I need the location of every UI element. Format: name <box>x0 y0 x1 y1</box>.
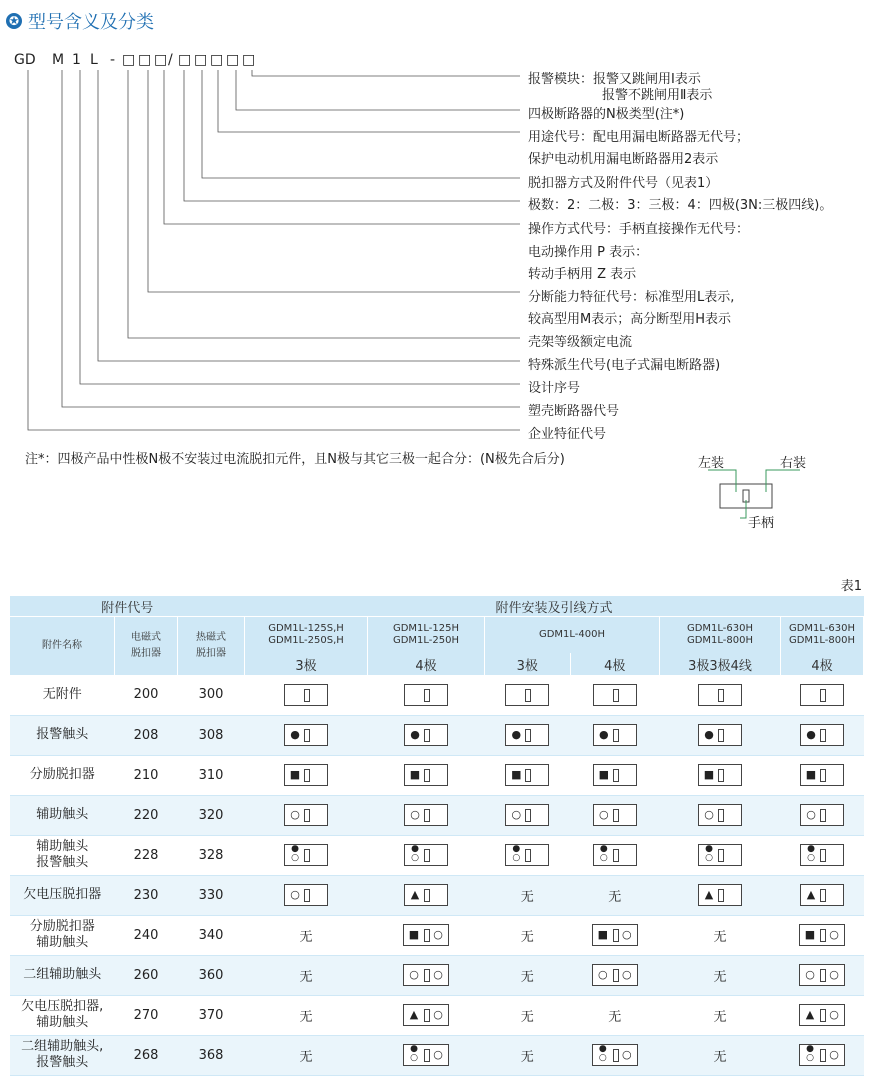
none-text: 无 <box>520 1009 534 1025</box>
install-cell <box>781 715 864 755</box>
install-cell <box>245 755 368 795</box>
code-tm: 370 <box>178 995 245 1035</box>
install-cell <box>781 875 864 915</box>
install-cell <box>660 1035 781 1075</box>
header-install: 附件安装及引线方式 <box>245 596 864 617</box>
code-description: 报警不跳闸用Ⅱ表示 <box>602 88 713 103</box>
install-cell <box>485 755 571 795</box>
code-char: □ <box>122 52 136 68</box>
accessory-symbol-icon: ● ○ <box>800 844 844 866</box>
pole-6: 4极 <box>781 653 864 675</box>
code-description: 报警模块：报警又跳闸用Ⅰ表示 <box>528 72 701 87</box>
install-cell <box>368 955 485 995</box>
code-em: 240 <box>115 915 178 955</box>
install-cell <box>245 675 368 715</box>
accessory-name: 欠电压脱扣器 <box>10 875 115 915</box>
install-cell <box>660 915 781 955</box>
code-em: 260 <box>115 955 178 995</box>
code-tm: 340 <box>178 915 245 955</box>
install-cell <box>660 875 781 915</box>
pole-4: 4极 <box>570 653 659 675</box>
none-text: 无 <box>299 1049 313 1065</box>
pole-2: 4极 <box>368 653 485 675</box>
accessory-symbol-icon: ● <box>505 724 549 746</box>
install-cell <box>368 755 485 795</box>
none-text: 无 <box>520 969 534 985</box>
install-cell <box>368 835 485 875</box>
col-em: 电磁式 脱扣器 <box>115 617 178 676</box>
accessory-name: 辅助触头 <box>10 795 115 835</box>
accessory-symbol-icon: ■ <box>505 764 549 786</box>
model-1: GDM1L-125S,H GDM1L-250S,H <box>245 617 368 654</box>
install-cell <box>570 835 659 875</box>
leader-line <box>218 70 520 132</box>
accessory-symbol-icon: ○ ○ <box>799 964 845 986</box>
code-em: 228 <box>115 835 178 875</box>
install-cell <box>485 835 571 875</box>
leader-line <box>252 70 520 76</box>
code-char: □ <box>210 52 224 68</box>
accessory-symbol-icon: ○ <box>284 884 328 906</box>
accessory-symbol-icon: ○ ○ <box>592 964 638 986</box>
install-cell <box>485 955 571 995</box>
none-text: 无 <box>713 1049 727 1065</box>
install-cell <box>368 795 485 835</box>
code-description: 操作方式代号：手柄直接操作无代号： <box>528 222 750 237</box>
none-text: 无 <box>713 929 727 945</box>
leader-line <box>98 70 520 361</box>
model-4: GDM1L-630H GDM1L-800H <box>660 617 781 654</box>
accessory-symbol-icon: ○ ○ <box>403 964 449 986</box>
accessory-symbol-icon: ■ ○ <box>592 924 638 946</box>
star-icon: ✪ <box>6 13 22 29</box>
install-cell <box>781 835 864 875</box>
accessory-symbol-icon: ● <box>404 724 448 746</box>
accessory-symbol-icon: ■ <box>404 764 448 786</box>
mount-box-icon <box>690 452 820 532</box>
table-row <box>10 795 864 835</box>
accessory-symbol-icon: ▲ <box>800 884 844 906</box>
install-cell <box>245 875 368 915</box>
accessory-symbol-icon: ● ○ ○ <box>592 1044 638 1066</box>
install-cell <box>245 955 368 995</box>
code-description: 保护电动机用漏电断路器用2表示 <box>528 152 719 167</box>
install-cell <box>660 955 781 995</box>
accessory-symbol-icon: ● ○ <box>284 844 328 866</box>
code-tm: 308 <box>178 715 245 755</box>
code-char: □ <box>154 52 168 68</box>
footnote: 注*：四极产品中性极N极不安装过电流脱扣元件，且N极与其它三极一起合分：(N极先合后分) <box>25 452 565 467</box>
code-em: 268 <box>115 1035 178 1075</box>
code-tm: 360 <box>178 955 245 995</box>
accessory-symbol-icon: ○ <box>505 804 549 826</box>
none-text: 无 <box>520 929 534 945</box>
accessory-symbol-icon: ■ ○ <box>799 924 845 946</box>
accessory-symbol-icon <box>505 684 549 706</box>
accessory-symbol-icon <box>800 684 844 706</box>
install-cell <box>245 835 368 875</box>
install-cell <box>781 995 864 1035</box>
code-char: M <box>52 52 65 68</box>
mount-left-label: 左装 <box>698 456 725 471</box>
table-body <box>10 675 864 1075</box>
accessory-symbol-icon <box>404 684 448 706</box>
accessory-symbol-icon: ● <box>800 724 844 746</box>
pole-1: 3极 <box>245 653 368 675</box>
accessory-symbol-icon: ■ <box>800 764 844 786</box>
install-cell <box>485 795 571 835</box>
install-cell <box>660 675 781 715</box>
code-tm: 330 <box>178 875 245 915</box>
install-cell <box>781 955 864 995</box>
accessory-symbol-icon: ○ <box>404 804 448 826</box>
install-cell <box>570 795 659 835</box>
code-description: 脱扣器方式及附件代号（见表1） <box>528 176 719 191</box>
accessory-symbol-icon: ● <box>698 724 742 746</box>
code-em: 230 <box>115 875 178 915</box>
leader-line <box>202 70 520 178</box>
code-char: □ <box>178 52 192 68</box>
pole-5: 3极3极4线 <box>660 653 781 675</box>
code-em: 200 <box>115 675 178 715</box>
none-text: 无 <box>299 929 313 945</box>
code-description: 塑壳断路器代号 <box>528 404 620 419</box>
install-cell <box>485 1035 571 1075</box>
accessory-symbol-icon: ● ○ ○ <box>403 1044 449 1066</box>
col-tm: 热磁式 脱扣器 <box>178 617 245 676</box>
code-em: 208 <box>115 715 178 755</box>
install-cell <box>570 915 659 955</box>
section-title-text: 型号含义及分类 <box>28 12 154 33</box>
code-char: □ <box>194 52 208 68</box>
code-em: 220 <box>115 795 178 835</box>
code-description: 壳架等级额定电流 <box>528 335 633 350</box>
accessory-name: 欠电压脱扣器, 辅助触头 <box>10 995 115 1035</box>
accessory-symbol-icon: ● ○ <box>698 844 742 866</box>
code-description: 用途代号：配电用漏电断路器无代号； <box>528 130 750 145</box>
code-description: 特殊派生代号(电子式漏电断路器) <box>528 358 721 373</box>
install-cell <box>245 795 368 835</box>
install-cell <box>781 915 864 955</box>
leader-line <box>28 70 520 430</box>
accessory-symbol-icon: ● ○ ○ <box>799 1044 845 1066</box>
col-name: 附件名称 <box>10 617 115 676</box>
none-text: 无 <box>520 889 534 905</box>
code-description: 分断能力特征代号：标准型用L表示, <box>528 290 735 305</box>
accessory-symbol-icon: ● ○ <box>505 844 549 866</box>
install-cell <box>368 1035 485 1075</box>
code-char: □ <box>138 52 152 68</box>
accessory-name: 分励脱扣器 辅助触头 <box>10 915 115 955</box>
accessory-symbol-icon: ● <box>284 724 328 746</box>
accessory-symbol-icon: ● ○ <box>404 844 448 866</box>
none-text: 无 <box>299 969 313 985</box>
accessory-symbol-icon: ■ <box>698 764 742 786</box>
table-row <box>10 995 864 1035</box>
accessory-symbol-icon: ▲ <box>404 884 448 906</box>
install-cell <box>368 675 485 715</box>
install-cell <box>368 995 485 1035</box>
install-cell <box>781 1035 864 1075</box>
install-cell <box>660 795 781 835</box>
accessory-name: 分励脱扣器 <box>10 755 115 795</box>
install-cell <box>485 875 571 915</box>
leader-line <box>184 70 520 201</box>
model-2: GDM1L-125H GDM1L-250H <box>368 617 485 654</box>
code-char: - <box>110 52 116 68</box>
install-cell <box>485 675 571 715</box>
table-row <box>10 755 864 795</box>
none-text: 无 <box>713 1009 727 1025</box>
accessory-symbol-icon: ▲ ○ <box>799 1004 845 1026</box>
install-cell <box>781 795 864 835</box>
install-cell <box>570 675 659 715</box>
pole-3: 3极 <box>485 653 571 675</box>
code-tm: 300 <box>178 675 245 715</box>
code-em: 210 <box>115 755 178 795</box>
install-cell <box>245 915 368 955</box>
accessory-symbol-icon: ▲ <box>698 884 742 906</box>
accessory-name: 二组辅助触头 <box>10 955 115 995</box>
accessory-symbol-icon: ○ <box>593 804 637 826</box>
table-row <box>10 835 864 875</box>
mount-handle-label: 手柄 <box>748 516 775 531</box>
accessory-symbol-icon <box>698 684 742 706</box>
accessory-symbol-icon <box>593 684 637 706</box>
mount-diagram <box>690 452 820 532</box>
install-cell <box>570 875 659 915</box>
accessory-symbol-icon: ● ○ <box>593 844 637 866</box>
table-row <box>10 715 864 755</box>
install-cell <box>485 915 571 955</box>
none-text: 无 <box>713 969 727 985</box>
install-cell <box>660 995 781 1035</box>
none-text: 无 <box>608 889 622 905</box>
code-tm: 328 <box>178 835 245 875</box>
none-text: 无 <box>299 1009 313 1025</box>
code-char: GD <box>14 52 36 68</box>
install-cell <box>660 715 781 755</box>
header-code: 附件代号 <box>10 596 245 617</box>
table-label: 表1 <box>840 579 862 594</box>
code-description: 极数：2：二极：3：三极：4：四极(3N:三极四线)。 <box>528 198 833 213</box>
accessory-name: 报警触头 <box>10 715 115 755</box>
code-char: □ <box>226 52 240 68</box>
code-tm: 368 <box>178 1035 245 1075</box>
accessory-symbol-icon <box>284 684 328 706</box>
install-cell <box>781 675 864 715</box>
model-3: GDM1L-400H <box>485 617 660 654</box>
table-row <box>10 875 864 915</box>
install-cell <box>570 995 659 1035</box>
install-cell <box>660 835 781 875</box>
leader-line <box>62 70 520 407</box>
none-text: 无 <box>520 1049 534 1065</box>
code-tm: 310 <box>178 755 245 795</box>
accessory-symbol-icon: ■ <box>593 764 637 786</box>
install-cell <box>368 875 485 915</box>
accessory-name: 无附件 <box>10 675 115 715</box>
code-tm: 320 <box>178 795 245 835</box>
code-description: 较高型用M表示；高分断型用H表示 <box>528 312 731 327</box>
install-cell <box>570 715 659 755</box>
code-char: L <box>90 52 98 68</box>
table-row <box>10 675 864 715</box>
accessory-name: 辅助触头 报警触头 <box>10 835 115 875</box>
accessory-symbol-icon: ○ <box>800 804 844 826</box>
install-cell <box>570 1035 659 1075</box>
install-cell <box>781 755 864 795</box>
install-cell <box>570 755 659 795</box>
code-description: 设计序号 <box>528 381 581 396</box>
table-row <box>10 1035 864 1075</box>
accessory-table <box>10 596 864 1076</box>
accessory-name: 二组辅助触头, 报警触头 <box>10 1035 115 1075</box>
code-char: / <box>168 52 173 68</box>
install-cell <box>368 715 485 755</box>
install-cell <box>660 755 781 795</box>
code-description: 企业特征代号 <box>528 427 607 442</box>
install-cell <box>570 955 659 995</box>
install-cell <box>368 915 485 955</box>
table-row <box>10 955 864 995</box>
install-cell <box>485 715 571 755</box>
accessory-symbol-icon: ○ <box>284 804 328 826</box>
install-cell <box>245 1035 368 1075</box>
accessory-symbol-icon: ▲ ○ <box>403 1004 449 1026</box>
code-description: 四极断路器的N极类型(注*) <box>528 107 685 122</box>
code-description: 电动操作用 P 表示： <box>528 245 649 260</box>
accessory-symbol-icon: ■ <box>284 764 328 786</box>
code-char: 1 <box>72 52 81 68</box>
accessory-symbol-icon: ■ ○ <box>403 924 449 946</box>
code-char: □ <box>242 52 256 68</box>
leader-line <box>80 70 520 384</box>
code-em: 270 <box>115 995 178 1035</box>
leader-line <box>148 70 520 292</box>
install-cell <box>245 995 368 1035</box>
accessory-symbol-icon: ○ <box>698 804 742 826</box>
code-description: 转动手柄用 Z 表示 <box>528 267 637 282</box>
none-text: 无 <box>608 1009 622 1025</box>
table-row <box>10 915 864 955</box>
mount-right-label: 右装 <box>780 456 807 471</box>
accessory-symbol-icon: ● <box>593 724 637 746</box>
install-cell <box>245 715 368 755</box>
install-cell <box>485 995 571 1035</box>
model-5: GDM1L-630H GDM1L-800H <box>781 617 864 654</box>
